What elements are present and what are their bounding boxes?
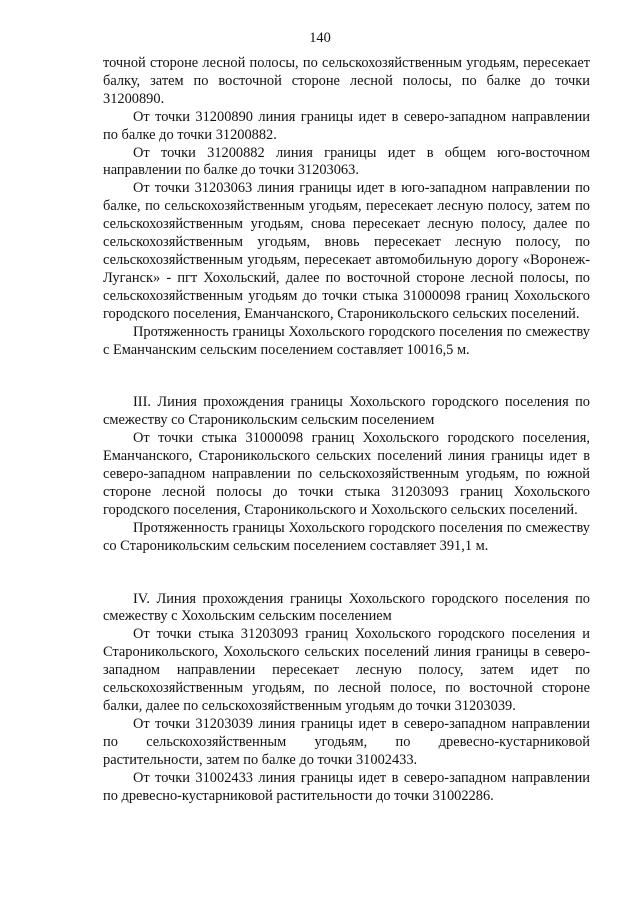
paragraph: От точки 31200882 линия границы идет в общем юго-восточном направлении по балке до точки 31203063. [103,144,590,179]
paragraph: Протяженность границы Хохольского городского поселения по смежеству со Староникольским сельским поселением составляет 391,1 м. [103,519,590,554]
paragraph: От точки 31203039 линия границы идет в северо-западном направлении по сельскохозяйственным угодьям, по древесно-кустарниковой растительности, затем по балке до точки 31002433. [103,715,590,768]
paragraph: Протяженность границы Хохольского городского поселения по смежеству с Еманчанским сельским поселением составляет 10016,5 м. [103,323,590,358]
section-heading-4: IV. Линия прохождения границы Хохольского городского поселения по смежеству с Хохольским сельским поселением [103,590,590,625]
section-gap [103,359,590,394]
paragraph-continuation: точной стороне лесной полосы, по сельскохозяйственным угодьям, пересекает балку, затем по восточной стороне лесной полосы, по балке до точки 31200890. [103,55,590,107]
page-number: 140 [309,30,331,46]
paragraph: От точки 31200890 линия границы идет в северо-западном направлении по балке до точки 31200882. [103,108,590,143]
section-heading-3: III. Линия прохождения границы Хохольского городского поселения по смежеству со Староникольским сельским поселением [103,394,590,429]
section-gap [103,556,590,591]
paragraph: От точки стыка 31203093 границ Хохольского городского поселения и Староникольского, Хохольского сельских поселений линия границы в северо-западном направлении пересекает лесную полосу, затем идет по сельскохозяйственным угодьям, по лесной полосе, по восточной стороне балки, далее по сельскохозяйственным угодьям до точки 31203039. [103,626,590,714]
paragraph: От точки стыка 31000098 границ Хохольского городского поселения, Еманчанского, Староникольского сельских поселений линия границы идет в северо-западном направлении по сельскохозяйственным угодьям, по южной стороне лесной полосы до точки стыка 31203093 границ Хохольского городского поселения, Староникольского и Хохольского сельских поселений. [103,430,590,518]
paragraph: От точки 31203063 линия границы идет в юго-западном направлении по балке, по сельскохозяйственным угодьям, пересекает лесную полосу, затем по сельскохозяйственным угодьям, снова пересекает лесную полосу, далее по сельскохозяйственным угодьям, вновь пересекает лесную полосу, по сельскохозяйственным угодьям, пересекает автомобильную дорогу «Воронеж-Луганск» - пгт Хохольский, далее по восточной стороне лесной полосы, по сельскохозяйственным угодьям до точки стыка 31000098 границ Хохольского городского поселения, Еманчанского, Староникольского сельских поселений. [103,180,590,322]
document-body [103,55,590,805]
paragraph: От точки 31002433 линия границы идет в северо-западном направлении по древесно-кустарниковой растительности до точки 31002286. [103,769,590,804]
